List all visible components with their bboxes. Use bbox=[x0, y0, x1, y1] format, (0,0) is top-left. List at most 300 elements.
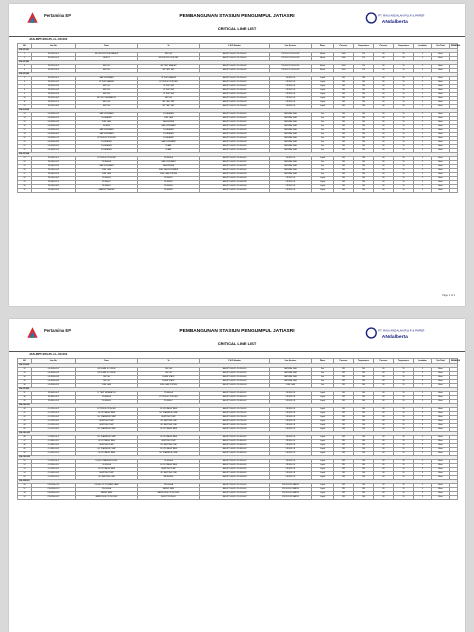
table-cell: Liquid bbox=[312, 392, 334, 396]
table-cell: Water bbox=[432, 65, 450, 69]
table-cell: OL-8900-03-P bbox=[32, 468, 76, 472]
table-cell: Water bbox=[432, 141, 450, 145]
table-cell: FG HEADER bbox=[138, 113, 200, 117]
table-cell: SEC-1B bbox=[138, 372, 200, 376]
table-cell: Water bbox=[432, 384, 450, 388]
table-cell: JAS-RPT-000-PL-PD-700-001 bbox=[200, 408, 270, 412]
table-cell: 3 bbox=[414, 65, 432, 69]
table-cell: 35 bbox=[394, 368, 414, 372]
table-cell: 35 bbox=[394, 376, 414, 380]
table-cell: JAS-RPT-000-PL-PD-500-002 bbox=[200, 376, 270, 380]
table-cell: WF PRODUCTION SEP bbox=[138, 57, 200, 61]
table-cell: PF-8400-07-P bbox=[32, 181, 76, 185]
table-cell: 3 bbox=[414, 133, 432, 137]
table-cell: 51 bbox=[18, 460, 32, 464]
table-cell: 180 bbox=[354, 372, 374, 376]
table-cell: 39 bbox=[18, 400, 32, 404]
document-page-1 bbox=[9, 4, 465, 306]
table-cell: FG-8300-10-P bbox=[32, 149, 76, 153]
table-cell: 180 bbox=[354, 133, 374, 137]
table-cell: PF-8400-D bbox=[138, 181, 200, 185]
table-cell: Liquid bbox=[312, 105, 334, 109]
table-cell: OL-8800-01-P bbox=[32, 436, 76, 440]
table-cell: CRUDE OIL bbox=[270, 189, 312, 193]
table-cell: 80 bbox=[374, 444, 394, 448]
table-cell: FG-8300-01-P bbox=[32, 113, 76, 117]
table-cell: Water bbox=[432, 89, 450, 93]
table-cell: 3 bbox=[414, 181, 432, 185]
table-cell: 3 bbox=[414, 185, 432, 189]
table-cell: OIL STORAGE TANK bbox=[138, 408, 200, 412]
table-cell: 285 bbox=[334, 488, 354, 492]
table-cell: Gas bbox=[312, 165, 334, 169]
table-cell: FUEL GAS SYSTEM bbox=[138, 384, 200, 388]
table-cell: 180 bbox=[354, 496, 374, 500]
table-cell: 285 bbox=[334, 428, 354, 432]
table-cell: 180 bbox=[354, 125, 374, 129]
table-cell: FG-8300-05-P bbox=[32, 129, 76, 133]
table-cell: Liquid bbox=[312, 496, 334, 500]
document-subtitle: CRITICAL LINE LIST bbox=[217, 341, 257, 346]
table-cell: Water bbox=[432, 484, 450, 488]
table-cell: JAS-RPT-000-PL-PD-700-003 bbox=[200, 424, 270, 428]
table-cell: 180 bbox=[354, 181, 374, 185]
table-cell: PRODUCED WATER bbox=[270, 488, 312, 492]
table-cell: JAS-RPT-000-PL-PD-300-004 bbox=[200, 137, 270, 141]
document-number: JAS-RPT-000-PL-LL-00-001 bbox=[29, 352, 68, 356]
table-cell: 80 bbox=[374, 468, 394, 472]
table-cell: 35 bbox=[394, 137, 414, 141]
table-cell: 3 bbox=[414, 464, 432, 468]
table-cell: 80 bbox=[374, 129, 394, 133]
table-cell: 180 bbox=[354, 177, 374, 181]
table-cell: 80 bbox=[374, 165, 394, 169]
table-cell: 35 bbox=[394, 165, 414, 169]
table-cell: PF-8400-C bbox=[76, 181, 138, 185]
table-cell: 285 bbox=[334, 372, 354, 376]
table-cell: 2 bbox=[18, 57, 32, 61]
table-cell: GAS SCRUBBER bbox=[76, 165, 138, 169]
table-cell: PF-8400-E bbox=[138, 185, 200, 189]
table-cell: CRUDE OIL bbox=[270, 185, 312, 189]
table-cell: 33 bbox=[18, 372, 32, 376]
table-cell: 80 bbox=[374, 177, 394, 181]
table-cell: JAS-RPT-000-PL-PD-700-002 bbox=[200, 420, 270, 424]
table-cell: 35 bbox=[394, 392, 414, 396]
table-cell: Liquid bbox=[312, 488, 334, 492]
table-cell: CRUDE OIL bbox=[270, 105, 312, 109]
table-cell: 285 bbox=[334, 137, 354, 141]
table-cell: 180 bbox=[354, 408, 374, 412]
table-cell: JAS-RPT-000-PL-PD-500-001 bbox=[200, 368, 270, 372]
table-cell: 35 bbox=[394, 436, 414, 440]
table-cell: 80 bbox=[374, 464, 394, 468]
table-cell: Water bbox=[432, 181, 450, 185]
table-cell: JAS-RPT-000-PL-PD-300-005 bbox=[200, 149, 270, 153]
table-cell: FG HEADER bbox=[76, 149, 138, 153]
table-cell: CRUDE OIL bbox=[270, 400, 312, 404]
table-cell: 35 bbox=[394, 145, 414, 149]
table-cell: 180 bbox=[354, 380, 374, 384]
table-cell: 40 bbox=[18, 408, 32, 412]
table-cell: WF TEST SEP bbox=[138, 69, 200, 73]
table-cell: 180 bbox=[354, 460, 374, 464]
table-cell: 17 bbox=[18, 129, 32, 133]
table-cell: 80 bbox=[374, 81, 394, 85]
table-cell: 3 bbox=[414, 436, 432, 440]
table-cell: Water bbox=[432, 408, 450, 412]
table-cell: WATER INJECTION PUMP bbox=[138, 492, 200, 496]
column-header: REMARKS bbox=[451, 359, 461, 362]
table-cell: Liquid bbox=[312, 424, 334, 428]
table-cell: 35 bbox=[394, 372, 414, 376]
table-cell: 80 bbox=[374, 69, 394, 73]
table-cell: 35 bbox=[394, 452, 414, 456]
table-cell: Water bbox=[432, 468, 450, 472]
table-cell: Liquid bbox=[312, 408, 334, 412]
table-cell: 80 bbox=[374, 436, 394, 440]
table-cell: 80 bbox=[374, 97, 394, 101]
table-cell: FLARE STACK bbox=[138, 380, 200, 384]
table-cell: 285 bbox=[334, 436, 354, 440]
table-cell: NATURAL GAS bbox=[270, 376, 312, 380]
table-cell: 285 bbox=[334, 472, 354, 476]
table-cell: GAS SCRUBBER bbox=[76, 129, 138, 133]
company-name: Pertamina EP bbox=[44, 328, 71, 333]
table-cell: JAS-RPT-000-PL-PD-100-002 bbox=[200, 65, 270, 69]
table-cell: CRUDE OIL bbox=[270, 77, 312, 81]
table-cell: JAS-RPT-000-PL-PD-800-002 bbox=[200, 448, 270, 452]
table-cell: JAS-RPT-000-PL-PD-800-001 bbox=[200, 440, 270, 444]
table-cell: 80 bbox=[374, 189, 394, 193]
table-cell: 35 bbox=[394, 141, 414, 145]
table-cell: Water bbox=[432, 185, 450, 189]
table-cell: 35 bbox=[394, 57, 414, 61]
table-cell: Water bbox=[432, 77, 450, 81]
table-cell: CRUDE OIL bbox=[270, 440, 312, 444]
column-header: P & ID Number bbox=[200, 44, 270, 49]
table-cell: 3 bbox=[414, 376, 432, 380]
table-cell: OL-8700-04-P bbox=[32, 420, 76, 424]
table-cell: 35 bbox=[394, 448, 414, 452]
table-cell: FG-8500-03-P bbox=[32, 376, 76, 380]
table-cell: NATURAL GAS bbox=[270, 137, 312, 141]
contractor-logo-icon bbox=[365, 11, 435, 25]
table-cell: 285 bbox=[334, 129, 354, 133]
table-cell: OL-8700-05-P bbox=[32, 424, 76, 428]
table-cell: Gas bbox=[312, 137, 334, 141]
table-cell: 12 bbox=[18, 105, 32, 109]
table-cell: MP TEST SEP bbox=[138, 101, 200, 105]
table-cell: 285 bbox=[334, 125, 354, 129]
table-cell: Water bbox=[432, 424, 450, 428]
table-cell: 1000 bbox=[334, 53, 354, 57]
table-cell: 180 bbox=[354, 173, 374, 177]
table-cell: 22 bbox=[18, 149, 32, 153]
table-cell: CRUDE OIL bbox=[270, 428, 312, 432]
table-cell: 80 bbox=[374, 121, 394, 125]
table-cell: 80 bbox=[374, 492, 394, 496]
table-cell: Liquid bbox=[312, 396, 334, 400]
table-cell: CRUDE OIL bbox=[270, 89, 312, 93]
table-cell: Water bbox=[432, 396, 450, 400]
table-cell: 180 bbox=[354, 464, 374, 468]
table-cell: 3 bbox=[414, 117, 432, 121]
table-cell: 285 bbox=[334, 161, 354, 165]
column-header: Line No. bbox=[32, 359, 76, 364]
table-cell: 80 bbox=[374, 476, 394, 480]
table-cell: 80 bbox=[374, 149, 394, 153]
table-cell: 3 bbox=[414, 396, 432, 400]
table-cell: 285 bbox=[334, 101, 354, 105]
table-cell: 285 bbox=[334, 452, 354, 456]
page-header bbox=[9, 319, 465, 352]
table-cell: FG-8300-06-P bbox=[32, 133, 76, 137]
table-cell: NATURAL GAS bbox=[270, 133, 312, 137]
table-cell: 285 bbox=[334, 93, 354, 97]
table-cell: 285 bbox=[334, 440, 354, 444]
table-cell: Water bbox=[432, 53, 450, 57]
table-cell: 80 bbox=[374, 65, 394, 69]
table-cell: 23 bbox=[18, 157, 32, 161]
table-cell: JAS-RPT-000-PL-PD-400-001 bbox=[200, 157, 270, 161]
table-cell: Water bbox=[432, 436, 450, 440]
table-cell: FG-8300-07-P bbox=[32, 137, 76, 141]
table-cell: Water bbox=[432, 85, 450, 89]
table-cell: 35 bbox=[394, 133, 414, 137]
table-cell: 80 bbox=[374, 484, 394, 488]
table-cell: 285 bbox=[334, 444, 354, 448]
table-cell: 35 bbox=[394, 177, 414, 181]
table-cell: FG-8300-08-P bbox=[32, 141, 76, 145]
table-cell: 80 bbox=[374, 496, 394, 500]
table-cell: GAS SCRUBBER bbox=[138, 141, 200, 145]
table-cell: 285 bbox=[334, 121, 354, 125]
table-cell: 35 bbox=[394, 460, 414, 464]
table-cell: 80 bbox=[374, 376, 394, 380]
table-cell: Water bbox=[432, 189, 450, 193]
table-cell: GAS SCRUBBER bbox=[138, 161, 200, 165]
table-cell: CRUDE OIL bbox=[270, 408, 312, 412]
table-cell: PRODUCTION FLUID bbox=[270, 57, 312, 61]
table-cell: FUEL GAS bbox=[76, 384, 138, 388]
table-cell: JAS-RPT-000-PL-PD-910-001 bbox=[200, 484, 270, 488]
table-cell: OIL TRANSFER PUMP bbox=[138, 452, 200, 456]
table-cell: 41 bbox=[18, 412, 32, 416]
table-cell: 180 bbox=[354, 141, 374, 145]
table-cell: 35 bbox=[394, 408, 414, 412]
table-cell: 3 bbox=[414, 169, 432, 173]
table-cell: JAS-RPT-000-PL-PD-400-003 bbox=[200, 177, 270, 181]
column-header: Pressure bbox=[374, 359, 394, 364]
table-cell: PF-8400-04-P bbox=[32, 169, 76, 173]
group-label: CSL-OIL-003 bbox=[18, 456, 458, 460]
table-cell: 120 bbox=[354, 53, 374, 57]
table-cell: PF-8600-02-P bbox=[32, 396, 76, 400]
table-cell: Liquid bbox=[312, 472, 334, 476]
table-cell: Liquid bbox=[312, 97, 334, 101]
table-cell: GAS ENGINE bbox=[138, 165, 200, 169]
table-cell: OIL STORAGE TANK bbox=[76, 440, 138, 444]
table-cell: LP PRODUCTION SEP bbox=[138, 396, 200, 400]
table-cell: 180 bbox=[354, 157, 374, 161]
table-cell: 3 bbox=[414, 177, 432, 181]
table-cell: 180 bbox=[354, 400, 374, 404]
column-header: Line Services bbox=[270, 359, 312, 364]
column-header: Pressure bbox=[374, 44, 394, 49]
table-cell: 35 bbox=[394, 464, 414, 468]
table-cell: 3 bbox=[414, 452, 432, 456]
table-cell: 80 bbox=[374, 133, 394, 137]
table-cell: 80 bbox=[374, 173, 394, 177]
table-cell: 285 bbox=[334, 464, 354, 468]
table-cell: 285 bbox=[334, 468, 354, 472]
table-cell: Liquid bbox=[312, 464, 334, 468]
table-cell: GAS SCRUBBER bbox=[76, 133, 138, 137]
table-cell: 285 bbox=[334, 173, 354, 177]
table-cell: OIL STORAGE TANK bbox=[76, 468, 138, 472]
table-cell: OIL STORAGE TANK bbox=[138, 436, 200, 440]
table-cell: CRUDE OIL bbox=[270, 177, 312, 181]
table-cell: 50 bbox=[18, 452, 32, 456]
column-header: NO bbox=[18, 359, 32, 364]
table-cell: 285 bbox=[334, 89, 354, 93]
table-cell: PW-9000-02-P bbox=[32, 488, 76, 492]
table-cell: FG-8300-03-P bbox=[32, 121, 76, 125]
table-cell: JAS-RPT-000-PL-PD-500-001 bbox=[200, 372, 270, 376]
table-cell: 35 bbox=[394, 97, 414, 101]
table-cell: 35 bbox=[394, 444, 414, 448]
table-cell: Water bbox=[432, 169, 450, 173]
table-cell: PF-8400-D bbox=[76, 185, 138, 189]
table-cell: 80 bbox=[374, 448, 394, 452]
table-cell: Water bbox=[432, 412, 450, 416]
table-cell: 285 bbox=[334, 185, 354, 189]
table-cell: 3 bbox=[414, 85, 432, 89]
table-cell: 80 bbox=[374, 412, 394, 416]
table-cell: CRUDE OIL bbox=[270, 444, 312, 448]
table-cell: PF-8100-02-P bbox=[32, 57, 76, 61]
table-cell: 56 bbox=[18, 484, 32, 488]
table-cell: 3 bbox=[414, 81, 432, 85]
table-cell: 3 bbox=[414, 384, 432, 388]
document-page-2 bbox=[9, 319, 465, 632]
table-cell: 3 bbox=[414, 97, 432, 101]
table-cell: 285 bbox=[334, 368, 354, 372]
table-cell: JAS-RPT-000-PL-PD-600-001 bbox=[200, 392, 270, 396]
table-cell: JAS-RPT-000-PL-PD-200-004 bbox=[200, 105, 270, 109]
table-cell: PF-8600-B bbox=[76, 400, 138, 404]
table-cell: 285 bbox=[334, 392, 354, 396]
table-cell: 35 bbox=[394, 117, 414, 121]
contractor-logo-icon bbox=[365, 326, 435, 340]
table-cell: PF-8400-03-P bbox=[32, 165, 76, 169]
table-cell: 9 bbox=[18, 93, 32, 97]
table-cell: 35 bbox=[394, 93, 414, 97]
table-cell: FG-8300 bbox=[76, 125, 138, 129]
table-cell: Mixed bbox=[312, 57, 334, 61]
table-cell: 285 bbox=[334, 145, 354, 149]
table-cell: 35 bbox=[394, 69, 414, 73]
table-cell: Water bbox=[432, 464, 450, 468]
table-cell: 80 bbox=[374, 85, 394, 89]
table-cell: SHIPPING PUMP bbox=[76, 424, 138, 428]
table-cell: FUEL GAS SCRUBBER bbox=[138, 169, 200, 173]
table-cell: 6 bbox=[18, 81, 32, 85]
table-cell: JAS-RPT-000-PL-PD-400-004 bbox=[200, 185, 270, 189]
table-cell: Water bbox=[432, 145, 450, 149]
document-title: PEMBANGUNAN STASIUN PENGUMPUL JATIASRI bbox=[179, 14, 295, 19]
table-cell: GAS SCRUBBER bbox=[76, 77, 138, 81]
table-cell: GAS SCRUBBER bbox=[138, 125, 200, 129]
column-header: Pressure bbox=[334, 359, 354, 364]
table-cell: Water bbox=[432, 149, 450, 153]
table-cell: PF-8400-A bbox=[138, 157, 200, 161]
table-cell: 35 bbox=[394, 412, 414, 416]
table-cell: 180 bbox=[354, 129, 374, 133]
table-cell: Water bbox=[432, 472, 450, 476]
table-cell: 285 bbox=[334, 165, 354, 169]
table-cell: Water bbox=[432, 476, 450, 480]
table-cell: 16 bbox=[18, 125, 32, 129]
table-cell: 35 bbox=[394, 125, 414, 129]
table-cell: 35 bbox=[394, 472, 414, 476]
table-cell: 80 bbox=[374, 396, 394, 400]
table-cell: 3 bbox=[414, 145, 432, 149]
table-cell: 80 bbox=[374, 420, 394, 424]
table-cell: 14 bbox=[18, 117, 32, 121]
table-cell: Water bbox=[432, 121, 450, 125]
table-cell: Water bbox=[432, 161, 450, 165]
column-header: Pressure bbox=[334, 44, 354, 49]
table-cell: 3 bbox=[414, 77, 432, 81]
table-cell: 80 bbox=[374, 408, 394, 412]
table-cell: 35 bbox=[394, 77, 414, 81]
group-label: CSL-PW-001 bbox=[18, 480, 458, 484]
table-cell: 80 bbox=[374, 424, 394, 428]
table-cell: PRODUCED WATER bbox=[270, 496, 312, 500]
table-cell: Water bbox=[432, 488, 450, 492]
group-label: CSL-OIL-001 bbox=[18, 404, 458, 408]
table-cell: JAS-RPT-000-PL-PD-800-001 bbox=[200, 436, 270, 440]
table-cell: Water bbox=[432, 117, 450, 121]
table-cell: 285 bbox=[334, 396, 354, 400]
table-cell: 180 bbox=[354, 189, 374, 193]
table-cell: PF-8400-06-P bbox=[32, 177, 76, 181]
table-cell: 1000 bbox=[334, 57, 354, 61]
table-cell: 35 bbox=[394, 101, 414, 105]
column-header: Insulation bbox=[414, 359, 432, 364]
table-cell: 285 bbox=[334, 492, 354, 496]
table-cell: PRODUCTION FLUID bbox=[270, 69, 312, 73]
table-cell: OIL SHIPPING LINE bbox=[76, 476, 138, 480]
table-cell: CRUDE OIL bbox=[270, 97, 312, 101]
table-cell: 80 bbox=[374, 113, 394, 117]
table-cell: 3 bbox=[414, 420, 432, 424]
table-cell: OIL STORAGE TANK bbox=[138, 428, 200, 432]
table-cell: 3 bbox=[414, 496, 432, 500]
table-cell: JAS-RPT-000-PL-PD-300-005 bbox=[200, 145, 270, 149]
table-cell: 80 bbox=[374, 440, 394, 444]
table-cell: CRUDE OIL bbox=[270, 436, 312, 440]
table-cell: 35 bbox=[394, 189, 414, 193]
table-cell: 80 bbox=[374, 117, 394, 121]
table-cell: 47 bbox=[18, 440, 32, 444]
table-cell: JAS-RPT-000-PL-PD-800-003 bbox=[200, 452, 270, 456]
table-cell: NATURAL GAS bbox=[270, 117, 312, 121]
table-cell: OL-8800-04-P bbox=[32, 448, 76, 452]
table-cell: NATURAL GAS bbox=[270, 380, 312, 384]
